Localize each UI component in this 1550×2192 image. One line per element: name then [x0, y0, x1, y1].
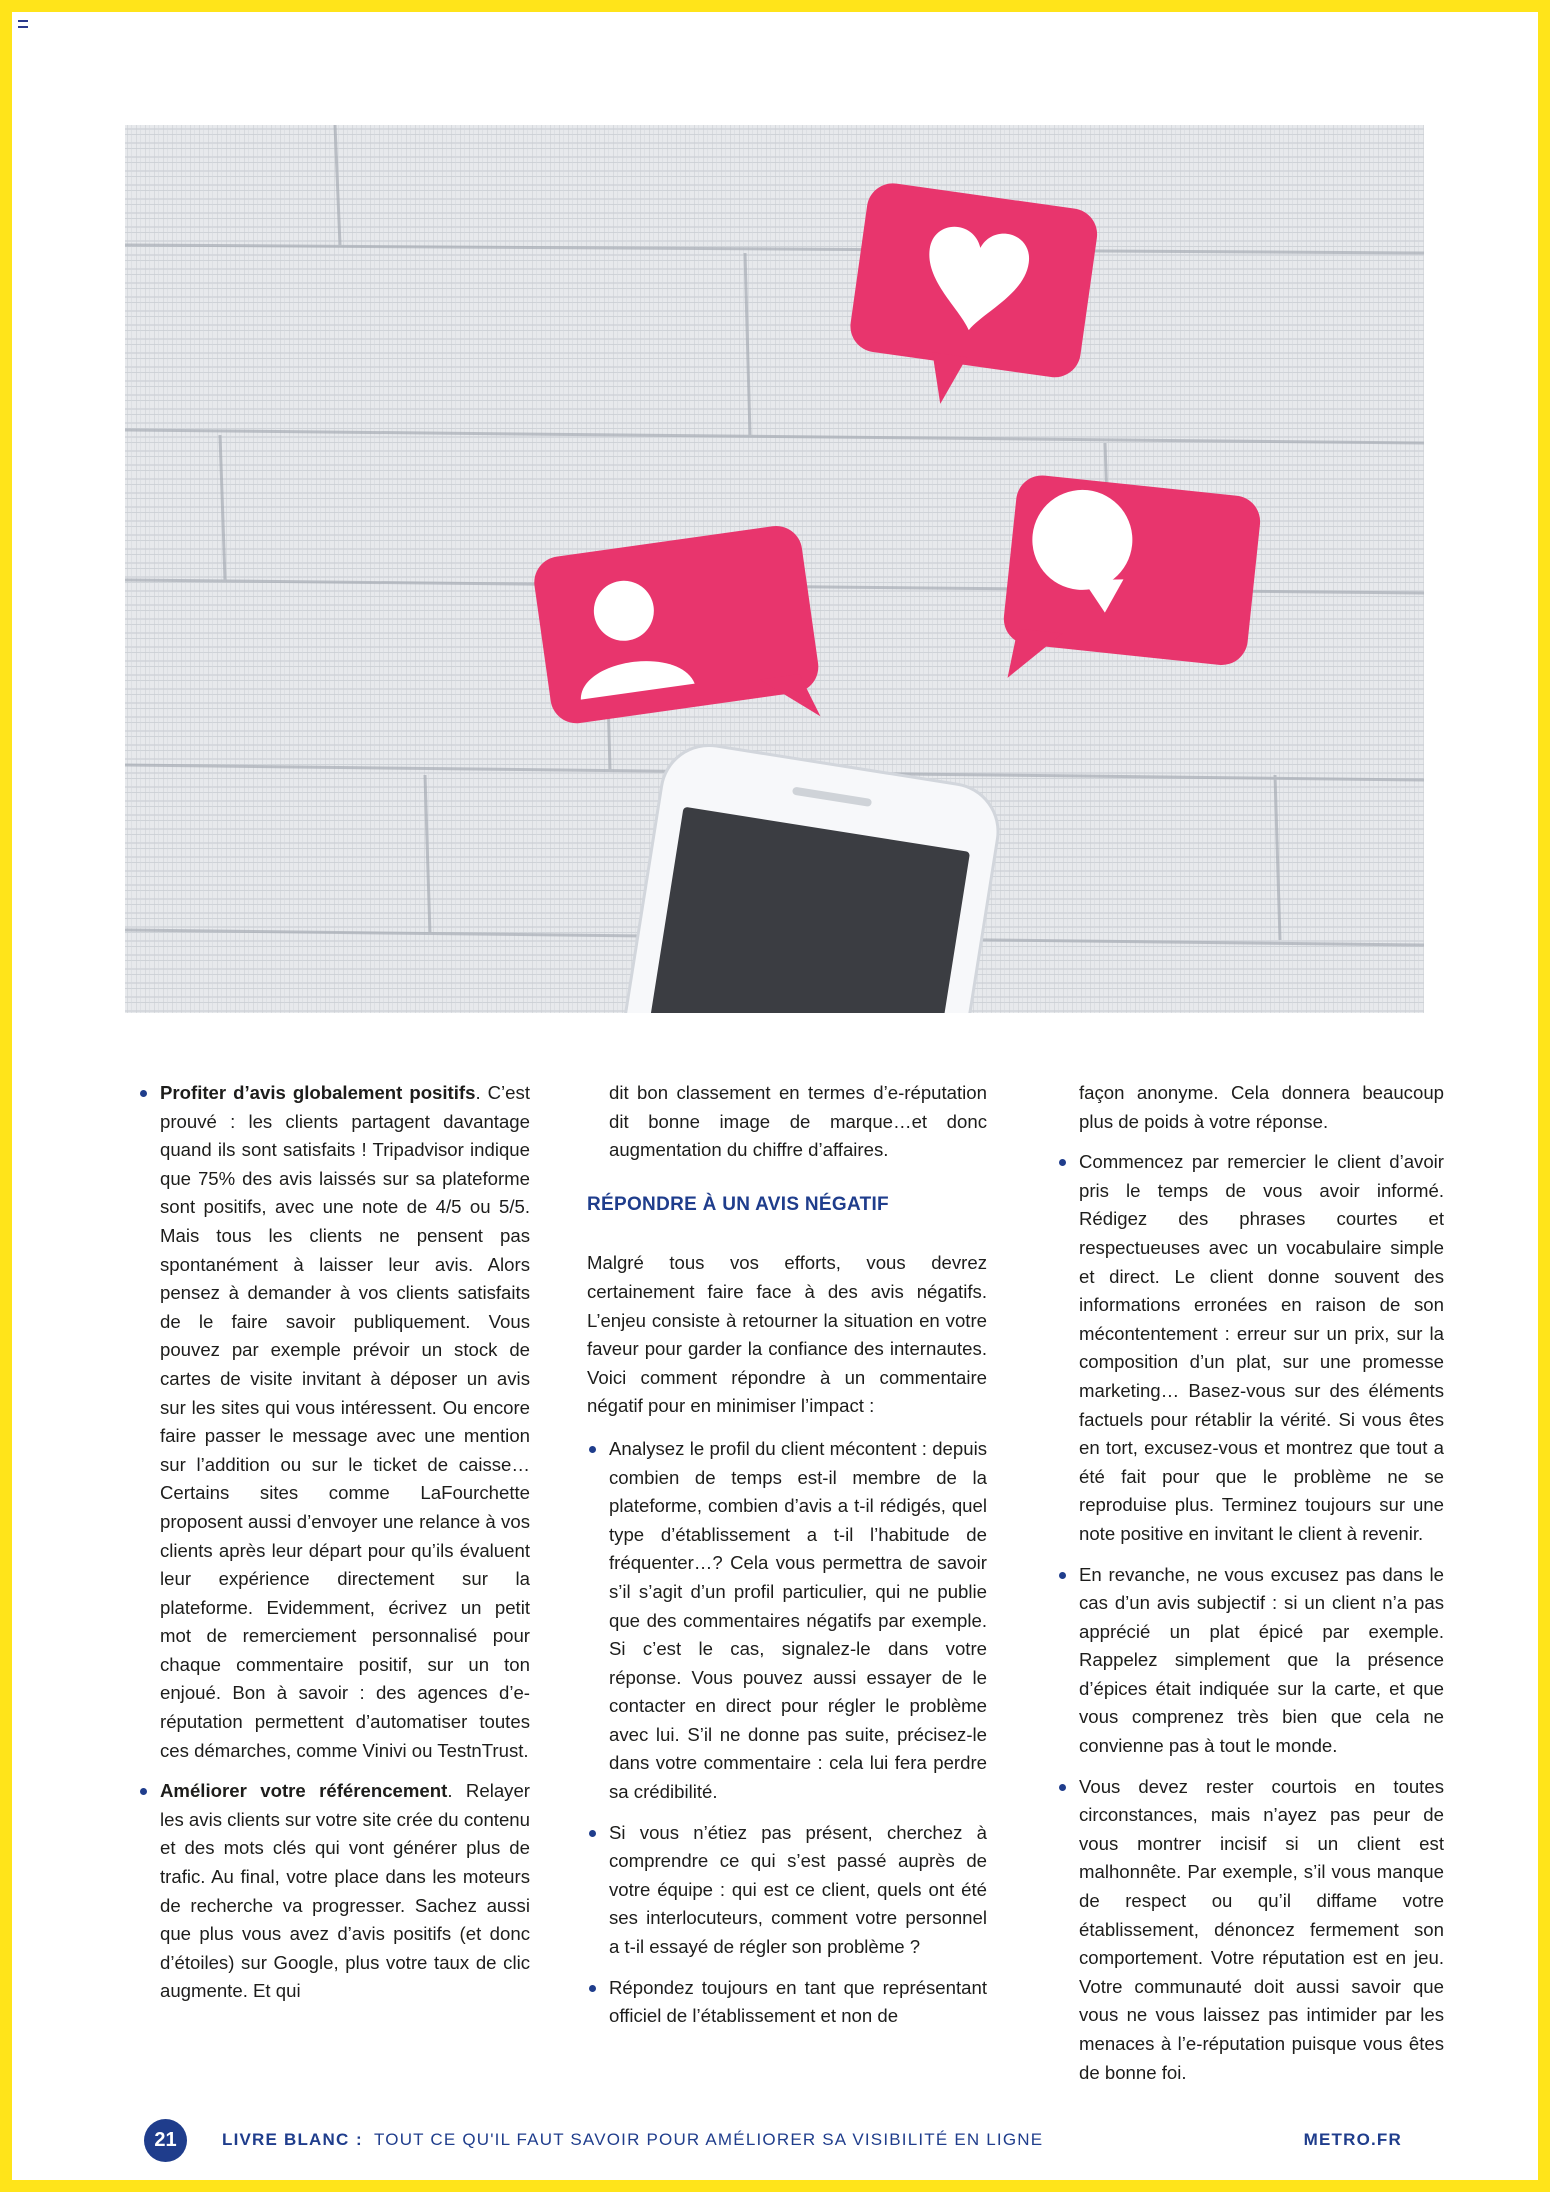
footer-title: TOUT CE QU'IL FAUT SAVOIR POUR AMÉLIORER SA VISIBILITÉ EN LIGNE	[374, 2130, 1044, 2149]
section-heading: RÉPONDRE À UN AVIS NÉGATIF	[587, 1193, 889, 1215]
benefits-list	[138, 1079, 530, 2006]
hero-photo	[125, 125, 1424, 1013]
page-footer	[12, 2119, 1538, 2159]
bullet-text: . Relayer les avis clients sur votre site crée du contenu et des mots clés qui vont générer plus de trafic. Au final, votre place dans les moteurs de recherche va progresser. Sachez aussi que plus vous avez d’avis positifs (et donc d’étoiles) sur Google, plus votre taux de clic augmente. Et qui	[160, 1780, 530, 2002]
bullet-lead: Améliorer votre référencement	[160, 1780, 448, 1802]
advice-list-continued	[1057, 1148, 1444, 2087]
advice-list	[587, 1435, 987, 2031]
corner-mark	[18, 20, 28, 28]
list-item: Répondez toujours en tant que représentant officiel de l’établissement et non de	[587, 1974, 987, 2031]
bullet-text: . C’est prouvé : les clients partagent davantage quand ils sont satisfaits ! Tripadvisor indique que 75% des avis laissés sur sa plateforme sont positifs, avec une note de 4/5 ou 5/5. Mais tous les clients ne pensent pas spontanément à laisser leur avis. Alors pensez à demander à vos clients satisfaits de le faire savoir publiquement. Vous pouvez par exemple prévoir un stock de cartes de visite invitant à déposer un avis sur les sites qui vous intéressent. Ou encore faire passer le message avec une mention sur l’addition ou sur le ticket de caisse…Certains sites comme LaFourchette proposent aussi d’envoyer une relance à vos clients après leur départ pour qu’ils évaluent leur expérience directement sur la plateforme. Evidemment, écrivez un petit mot de remerciement personnalisé pour chaque commentaire positif, sur un ton enjoué. Bon à savoir : des agences d’e-réputation permettent d’automatiser toutes ces démarches, comme Vinivi ou TestnTrust.	[160, 1082, 530, 1761]
footer-separator: :	[356, 2130, 362, 2149]
footer-label: LIVRE BLANC	[222, 2130, 350, 2149]
list-item	[138, 1777, 530, 2006]
list-item: En revanche, ne vous excusez pas dans le cas d’un avis subjectif : si un client n’a pas apprécié un plat épicé par exemple. Rappelez simplement que la présence d’épices était indiquée sur la carte, et que vous comprenez très bien que cela ne convienne pas à tout le monde.	[1057, 1561, 1444, 1761]
bullet-lead: Profiter d’avis globalement positifs	[160, 1082, 476, 1103]
page-number: 21	[144, 2119, 187, 2162]
list-item	[138, 1079, 530, 1765]
column-2	[587, 1079, 987, 2043]
list-item: Vous devez rester courtois en toutes circonstances, mais n’ayez pas peur de vous montrer incisif si un client est malhonnête. Par exemple, s’il vous manque de respect ou qu’il diffame votre établissement, dénoncez fermement son comportement. Votre réputation est en jeu. Votre communauté doit aussi savoir que vous ne vous laissez pas intimider par les menaces à l’e-réputation puisque vous êtes de bonne foi.	[1057, 1773, 1444, 2088]
continued-text: dit bon classement en termes d’e-réputation dit bonne image de marque…et donc augmentation du chiffre d’affaires.	[609, 1082, 987, 1161]
column-1	[138, 1079, 530, 2018]
column-3	[1057, 1079, 1444, 2099]
list-item: Commencez par remercier le client d’avoir pris le temps de vous avoir informé. Rédigez des phrases courtes et respectueuses avec un vocabulaire simple et direct. Le client donne souvent des informations erronées en raison de son mécontentement : erreur sur un prix, sur la composition d’un plat, sur une promesse marketing… Basez-vous sur des éléments factuels pour rétablir la vérité. Si vous êtes en tort, excusez-vous et montrez que tout a été fait pour que le problème ne se reproduise plus. Terminez toujours sur une note positive en invitant le client à revenir.	[1057, 1148, 1444, 1548]
footer-site: METRO.FR	[1303, 2130, 1402, 2149]
intro-paragraph: Malgré tous vos efforts, vous devrez certainement faire face à des avis négatifs. L’enjeu consiste à retourner la situation en votre faveur pour garder la confiance des internautes. Voici comment répondre à un commentaire négatif pour en minimiser l’impact :	[587, 1252, 987, 1417]
continued-text: façon anonyme. Cela donnera beaucoup plus de poids à votre réponse.	[1079, 1082, 1444, 1132]
list-item: Si vous n’étiez pas présent, cherchez à comprendre ce qui s’est passé auprès de votre équipe : qui est ce client, quels ont été ses interlocuteurs, comment votre personnel a t-il essayé de régler son problème ?	[587, 1819, 987, 1962]
list-item: Analysez le profil du client mécontent : depuis combien de temps est-il membre de la plateforme, combien d’avis a t-il rédigés, quel type d’établissement a t-il l’habitude de fréquenter…? Cela vous permettra de savoir s’il s’agit d’un profil particulier, qui ne publie que des commentaires négatifs par exemple. Si c’est le cas, signalez-le dans votre réponse. Vous pouvez aussi essayer de le contacter en direct pour régler le problème avec lui. S’il ne donne pas suite, précisez-le dans votre commentaire : cela lui fera perdre sa crédibilité.	[587, 1435, 987, 1807]
